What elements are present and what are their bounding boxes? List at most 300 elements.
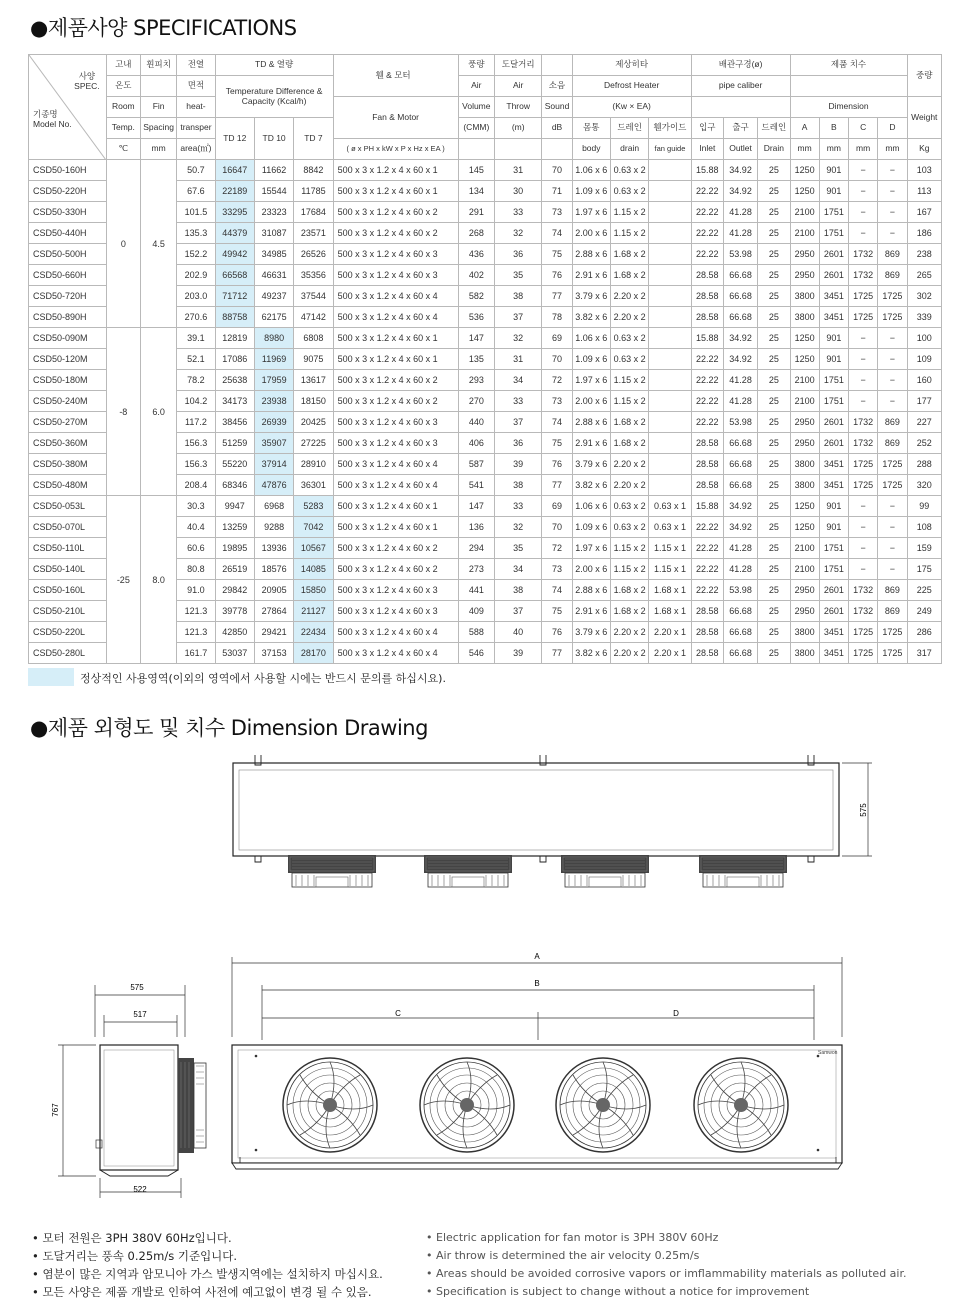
drain-header-en: drain	[610, 139, 648, 160]
table-cell: 28170	[294, 643, 333, 664]
table-cell: 72	[542, 370, 572, 391]
table-cell: 500 x 3 x 1.2 x 4 x 60 x 4	[333, 307, 458, 328]
table-cell: 159	[907, 538, 941, 559]
dim-b-header: B	[819, 118, 848, 139]
table-cell: −	[849, 349, 878, 370]
table-cell: 25	[758, 370, 790, 391]
table-cell: 77	[542, 475, 572, 496]
table-cell: 1.09 x 6	[572, 517, 610, 538]
table-cell: CSD50-380M	[29, 454, 107, 475]
table-cell: 88758	[215, 307, 254, 328]
temp-header-4: Temp.	[106, 118, 140, 139]
table-cell: 28.58	[691, 454, 723, 475]
table-cell: 55220	[215, 454, 254, 475]
table-cell: 34.92	[723, 181, 757, 202]
table-cell: 22.22	[691, 349, 723, 370]
table-cell: 1.15 x 2	[610, 391, 648, 412]
fan-header-unit: ( ø x PH x kW x P x Hz x EA )	[333, 139, 458, 160]
table-cell: 339	[907, 307, 941, 328]
table-cell: 22.22	[691, 580, 723, 601]
table-cell: 1.15 x 1	[649, 559, 691, 580]
table-cell: 39.1	[177, 328, 215, 349]
table-cell: 901	[819, 181, 848, 202]
dim-a-label: A	[534, 952, 540, 961]
table-cell: CSD50-090M	[29, 328, 107, 349]
table-cell: 49942	[215, 244, 254, 265]
table-cell: CSD50-070L	[29, 517, 107, 538]
table-cell: 2.20 x 2	[610, 286, 648, 307]
table-cell: 74	[542, 580, 572, 601]
table-cell: 3451	[819, 475, 848, 496]
table-cell: 500 x 3 x 1.2 x 4 x 60 x 3	[333, 412, 458, 433]
table-cell: 13617	[294, 370, 333, 391]
table-cell: 108	[907, 517, 941, 538]
table-cell: 37544	[294, 286, 333, 307]
group-fin-cell: 6.0	[140, 328, 176, 496]
table-cell: 15544	[254, 181, 293, 202]
table-cell: 26526	[294, 244, 333, 265]
table-cell: 1725	[878, 622, 907, 643]
table-cell: 15.88	[691, 160, 723, 181]
table-cell: 22.22	[691, 412, 723, 433]
table-cell: −	[849, 496, 878, 517]
table-cell: 3800	[790, 475, 819, 496]
table-cell: CSD50-270M	[29, 412, 107, 433]
table-cell: 32	[494, 223, 541, 244]
fanguide-header-en: fan guide	[649, 139, 691, 160]
table-cell: 3451	[819, 307, 848, 328]
table-cell: 70	[542, 349, 572, 370]
table-cell: 30.3	[177, 496, 215, 517]
table-cell: 3800	[790, 454, 819, 475]
table-cell: 39	[494, 454, 541, 475]
group-temp-cell: -8	[106, 328, 140, 496]
table-cell: 135.3	[177, 223, 215, 244]
table-cell: 17959	[254, 370, 293, 391]
dim-a-unit: mm	[790, 139, 819, 160]
table-cell: 3800	[790, 622, 819, 643]
table-cell: 0.63 x 2	[610, 181, 648, 202]
throw-header-4: (m)	[494, 118, 541, 139]
table-cell: 147	[458, 496, 494, 517]
table-cell: 500 x 3 x 1.2 x 4 x 60 x 2	[333, 223, 458, 244]
table-cell: 1.97 x 6	[572, 202, 610, 223]
table-cell: 104.2	[177, 391, 215, 412]
table-cell: 14085	[294, 559, 333, 580]
table-cell: 2100	[790, 223, 819, 244]
table-cell: 1.97 x 6	[572, 370, 610, 391]
table-cell: 145	[458, 160, 494, 181]
table-cell: 22.22	[691, 517, 723, 538]
table-cell: 70	[542, 160, 572, 181]
table-cell: 5283	[294, 496, 333, 517]
table-cell: 2.00 x 6	[572, 391, 610, 412]
table-cell: 25	[758, 160, 790, 181]
table-cell: 500 x 3 x 1.2 x 4 x 60 x 4	[333, 622, 458, 643]
area-header-unit: area(㎡)	[177, 139, 215, 160]
side-height-dim: 767	[51, 1103, 60, 1117]
table-cell: 66.68	[723, 643, 757, 664]
notes-korean	[32, 1229, 432, 1301]
table-cell: 1.06 x 6	[572, 160, 610, 181]
table-cell: 28.58	[691, 475, 723, 496]
table-cell: 2.20 x 2	[610, 454, 648, 475]
table-cell: 38	[494, 286, 541, 307]
table-cell: 21127	[294, 601, 333, 622]
table-cell: 109	[907, 349, 941, 370]
table-cell: 2100	[790, 391, 819, 412]
table-cell: 2.20 x 1	[649, 643, 691, 664]
table-cell: 2950	[790, 265, 819, 286]
table-cell: 66.68	[723, 265, 757, 286]
table-cell: 18576	[254, 559, 293, 580]
brand-logo: Samwon	[818, 1050, 838, 1056]
table-cell: 901	[819, 349, 848, 370]
table-cell: 66.68	[723, 433, 757, 454]
area-header-2: 면적	[177, 76, 215, 97]
table-cell: 500 x 3 x 1.2 x 4 x 60 x 3	[333, 244, 458, 265]
dim-c-label: C	[395, 1009, 401, 1018]
drawing-section-title: ●제품 외형도 및 치수 Dimension Drawing	[30, 716, 428, 740]
table-cell: 9947	[215, 496, 254, 517]
table-cell: 1732	[849, 265, 878, 286]
table-cell: 10567	[294, 538, 333, 559]
table-cell: 17086	[215, 349, 254, 370]
table-cell: 69	[542, 328, 572, 349]
table-cell: 47876	[254, 475, 293, 496]
table-cell: 66.68	[723, 475, 757, 496]
body-header-ko: 몸통	[572, 118, 610, 139]
table-cell: CSD50-160L	[29, 580, 107, 601]
defrost-header-mid: Defrost Heater	[572, 76, 691, 97]
table-cell: 3.82 x 6	[572, 643, 610, 664]
table-cell: 40.4	[177, 517, 215, 538]
table-cell: 869	[878, 601, 907, 622]
table-cell: 28.58	[691, 265, 723, 286]
td7-header: TD 7	[294, 118, 333, 160]
table-cell: 2950	[790, 601, 819, 622]
td10-header: TD 10	[254, 118, 293, 160]
table-cell: 2.91 x 6	[572, 433, 610, 454]
table-cell: 500 x 3 x 1.2 x 4 x 60 x 2	[333, 559, 458, 580]
table-cell: 28.58	[691, 601, 723, 622]
table-cell: 500 x 3 x 1.2 x 4 x 60 x 2	[333, 391, 458, 412]
table-cell: 582	[458, 286, 494, 307]
table-cell: 1.15 x 2	[610, 202, 648, 223]
table-cell: 2950	[790, 412, 819, 433]
table-cell: 22189	[215, 181, 254, 202]
legend-text: 정상적인 사용영역(이외의 영역에서 사용할 시에는 반드시 문의를 하십시요).	[80, 672, 446, 685]
table-cell: 33	[494, 496, 541, 517]
table-cell: 41.28	[723, 559, 757, 580]
area-header-3: heat-	[177, 97, 215, 118]
table-cell: 66.68	[723, 622, 757, 643]
table-cell: 34	[494, 370, 541, 391]
fin-header-4: Spacing	[140, 118, 176, 139]
table-cell: 1.15 x 2	[610, 538, 648, 559]
table-cell: −	[878, 223, 907, 244]
table-cell: CSD50-360M	[29, 433, 107, 454]
table-cell: CSD50-890H	[29, 307, 107, 328]
table-cell: 30	[494, 181, 541, 202]
table-cell: −	[849, 328, 878, 349]
table-cell: 1250	[790, 496, 819, 517]
table-cell: 500 x 3 x 1.2 x 4 x 60 x 4	[333, 475, 458, 496]
note-ko-2: • 도달거리는 풍속 0.25m/s 기준입니다.	[32, 1247, 432, 1265]
top-view	[233, 755, 872, 887]
pipe-header-mid: pipe caliber	[691, 76, 790, 97]
table-cell: 2.20 x 2	[610, 307, 648, 328]
table-cell: 500 x 3 x 1.2 x 4 x 60 x 1	[333, 181, 458, 202]
table-cell: 25	[758, 412, 790, 433]
table-cell: CSD50-500H	[29, 244, 107, 265]
table-cell: 320	[907, 475, 941, 496]
table-cell: 22.22	[691, 223, 723, 244]
table-cell: CSD50-120M	[29, 349, 107, 370]
table-cell: 7042	[294, 517, 333, 538]
temp-header-1: 고내	[106, 55, 140, 76]
table-cell: 66568	[215, 265, 254, 286]
table-cell: 70	[542, 517, 572, 538]
table-cell: 37914	[254, 454, 293, 475]
table-cell: 1725	[849, 643, 878, 664]
table-cell: 500 x 3 x 1.2 x 4 x 60 x 1	[333, 349, 458, 370]
table-cell: 101.5	[177, 202, 215, 223]
table-cell: 135	[458, 349, 494, 370]
table-cell: −	[849, 160, 878, 181]
table-cell: CSD50-480M	[29, 475, 107, 496]
table-cell: 71712	[215, 286, 254, 307]
table-cell: 53037	[215, 643, 254, 664]
table-cell: 25	[758, 349, 790, 370]
table-cell: 37	[494, 601, 541, 622]
table-cell: 22.22	[691, 370, 723, 391]
table-cell: 37	[494, 307, 541, 328]
dim-b-label: B	[534, 979, 540, 988]
table-cell: 103	[907, 160, 941, 181]
table-cell: 78.2	[177, 370, 215, 391]
table-cell: 13936	[254, 538, 293, 559]
table-cell: 9075	[294, 349, 333, 370]
table-cell: 500 x 3 x 1.2 x 4 x 60 x 1	[333, 517, 458, 538]
table-cell: 51259	[215, 433, 254, 454]
table-cell: 1751	[819, 538, 848, 559]
table-cell: 15850	[294, 580, 333, 601]
table-cell: 66.68	[723, 454, 757, 475]
table-cell: 500 x 3 x 1.2 x 4 x 60 x 2	[333, 538, 458, 559]
table-cell: 36	[494, 244, 541, 265]
table-cell: 11662	[254, 160, 293, 181]
table-cell: 1.68 x 2	[610, 580, 648, 601]
table-cell: 1732	[849, 412, 878, 433]
table-cell: 167	[907, 202, 941, 223]
table-cell: 113	[907, 181, 941, 202]
side-outer-width-dim: 575	[130, 983, 144, 992]
group-fin-cell: 8.0	[140, 496, 176, 664]
table-cell: 69	[542, 496, 572, 517]
table-cell: 0.63 x 2	[610, 328, 648, 349]
table-cell: 41.28	[723, 370, 757, 391]
temp-header-3: Room	[106, 97, 140, 118]
note-en-3: • Areas should be avoided corrosive vapors or imflammability materials as polluted air.	[426, 1265, 946, 1283]
table-cell: 25	[758, 265, 790, 286]
table-cell: 73	[542, 391, 572, 412]
pipe-drain-header-en: Drain	[758, 139, 790, 160]
td12-header: TD 12	[215, 118, 254, 160]
table-cell: 2.00 x 6	[572, 559, 610, 580]
note-ko-3: • 염분이 많은 지역과 암모니아 가스 발생지역에는 설치하지 마십시요.	[32, 1265, 432, 1283]
table-cell: CSD50-210L	[29, 601, 107, 622]
table-cell: 6968	[254, 496, 293, 517]
table-cell: 1.15 x 2	[610, 559, 648, 580]
table-cell: 39	[494, 643, 541, 664]
dim-c-unit: mm	[849, 139, 878, 160]
table-cell: 22.22	[691, 391, 723, 412]
table-cell: 1.06 x 6	[572, 328, 610, 349]
table-cell: 16647	[215, 160, 254, 181]
table-cell: 500 x 3 x 1.2 x 4 x 60 x 3	[333, 580, 458, 601]
inlet-header-en: Inlet	[691, 139, 723, 160]
table-cell: 1.15 x 2	[610, 223, 648, 244]
table-cell: 33	[494, 202, 541, 223]
table-cell: 2100	[790, 202, 819, 223]
table-cell: 441	[458, 580, 494, 601]
table-cell: 22.22	[691, 181, 723, 202]
table-cell: 37	[494, 412, 541, 433]
table-cell: 3800	[790, 286, 819, 307]
table-cell: 587	[458, 454, 494, 475]
notes-english	[426, 1229, 946, 1301]
table-cell: 500 x 3 x 1.2 x 4 x 60 x 4	[333, 286, 458, 307]
table-cell: 1732	[849, 433, 878, 454]
table-cell: 500 x 3 x 1.2 x 4 x 60 x 4	[333, 643, 458, 664]
table-cell: 1.68 x 2	[610, 601, 648, 622]
table-cell: 25	[758, 601, 790, 622]
table-cell: 1.68 x 2	[610, 265, 648, 286]
table-cell: 25	[758, 580, 790, 601]
table-cell: 53.98	[723, 244, 757, 265]
side-view	[51, 983, 206, 1198]
sound-header-4: dB	[542, 118, 572, 139]
table-cell: 27864	[254, 601, 293, 622]
table-cell: 2601	[819, 412, 848, 433]
table-cell: 78	[542, 307, 572, 328]
table-cell: 15.88	[691, 328, 723, 349]
fanguide-header-ko: 휀가이드	[649, 118, 691, 139]
table-cell: 2.88 x 6	[572, 580, 610, 601]
table-cell: 38	[494, 580, 541, 601]
table-cell: 67.6	[177, 181, 215, 202]
table-cell: −	[878, 328, 907, 349]
table-cell: 2.00 x 6	[572, 223, 610, 244]
table-cell: 11969	[254, 349, 293, 370]
dim-a-header: A	[790, 118, 819, 139]
table-cell: 22434	[294, 622, 333, 643]
table-cell: 77	[542, 643, 572, 664]
table-cell: 72	[542, 538, 572, 559]
table-cell: 25	[758, 391, 790, 412]
table-cell: 3.79 x 6	[572, 286, 610, 307]
table-cell: 29842	[215, 580, 254, 601]
table-cell: 1751	[819, 391, 848, 412]
table-cell: 293	[458, 370, 494, 391]
table-cell: 46631	[254, 265, 293, 286]
table-cell: 25638	[215, 370, 254, 391]
table-cell: 1250	[790, 160, 819, 181]
table-cell: −	[878, 391, 907, 412]
table-cell: 3.79 x 6	[572, 622, 610, 643]
table-cell: 99	[907, 496, 941, 517]
table-cell: 1732	[849, 601, 878, 622]
table-cell: 2950	[790, 244, 819, 265]
throw-header-1: 도달거리	[494, 55, 541, 76]
table-cell: 1.68 x 2	[610, 412, 648, 433]
table-cell: 50.7	[177, 160, 215, 181]
table-cell: −	[878, 349, 907, 370]
table-cell: −	[849, 202, 878, 223]
table-cell: 270.6	[177, 307, 215, 328]
table-cell: −	[878, 538, 907, 559]
table-cell: 80.8	[177, 559, 215, 580]
table-cell: 0.63 x 2	[610, 517, 648, 538]
table-cell: 500 x 3 x 1.2 x 4 x 60 x 2	[333, 202, 458, 223]
table-cell: 3800	[790, 643, 819, 664]
table-cell: 3451	[819, 643, 848, 664]
table-cell: 225	[907, 580, 941, 601]
table-cell: 294	[458, 538, 494, 559]
table-cell: 34.92	[723, 328, 757, 349]
model-label-text: 기종명 Model No.	[33, 109, 72, 130]
dim-header-top: 제품 치수	[790, 55, 907, 76]
table-cell: 76	[542, 622, 572, 643]
table-cell: 117.2	[177, 412, 215, 433]
table-cell: 75	[542, 433, 572, 454]
table-cell: 869	[878, 433, 907, 454]
table-cell: 36301	[294, 475, 333, 496]
table-cell: 1.68 x 1	[649, 601, 691, 622]
table-cell: 1751	[819, 223, 848, 244]
table-cell: 156.3	[177, 433, 215, 454]
defrost-header-unit: (Kw × EA)	[572, 97, 691, 118]
side-inner-width-dim: 517	[133, 1010, 147, 1019]
table-cell: 25	[758, 643, 790, 664]
table-cell: 17684	[294, 202, 333, 223]
inlet-header-ko: 입구	[691, 118, 723, 139]
table-cell: 29421	[254, 622, 293, 643]
defrost-header-top: 제상히타	[572, 55, 691, 76]
area-header-4: transper	[177, 118, 215, 139]
table-cell: 25	[758, 181, 790, 202]
table-cell: 18150	[294, 391, 333, 412]
table-cell: 28.58	[691, 286, 723, 307]
table-cell: 66.68	[723, 286, 757, 307]
table-cell: 3451	[819, 622, 848, 643]
table-cell: 268	[458, 223, 494, 244]
table-cell: 541	[458, 475, 494, 496]
table-cell: CSD50-660H	[29, 265, 107, 286]
table-cell: 22.22	[691, 538, 723, 559]
table-cell: 11785	[294, 181, 333, 202]
table-cell: 3.82 x 6	[572, 307, 610, 328]
table-cell: 136	[458, 517, 494, 538]
table-cell: 41.28	[723, 538, 757, 559]
table-cell: 1250	[790, 181, 819, 202]
table-cell: 32	[494, 328, 541, 349]
table-cell: −	[878, 181, 907, 202]
table-cell: 47142	[294, 307, 333, 328]
table-cell: 23571	[294, 223, 333, 244]
table-cell: 2601	[819, 580, 848, 601]
